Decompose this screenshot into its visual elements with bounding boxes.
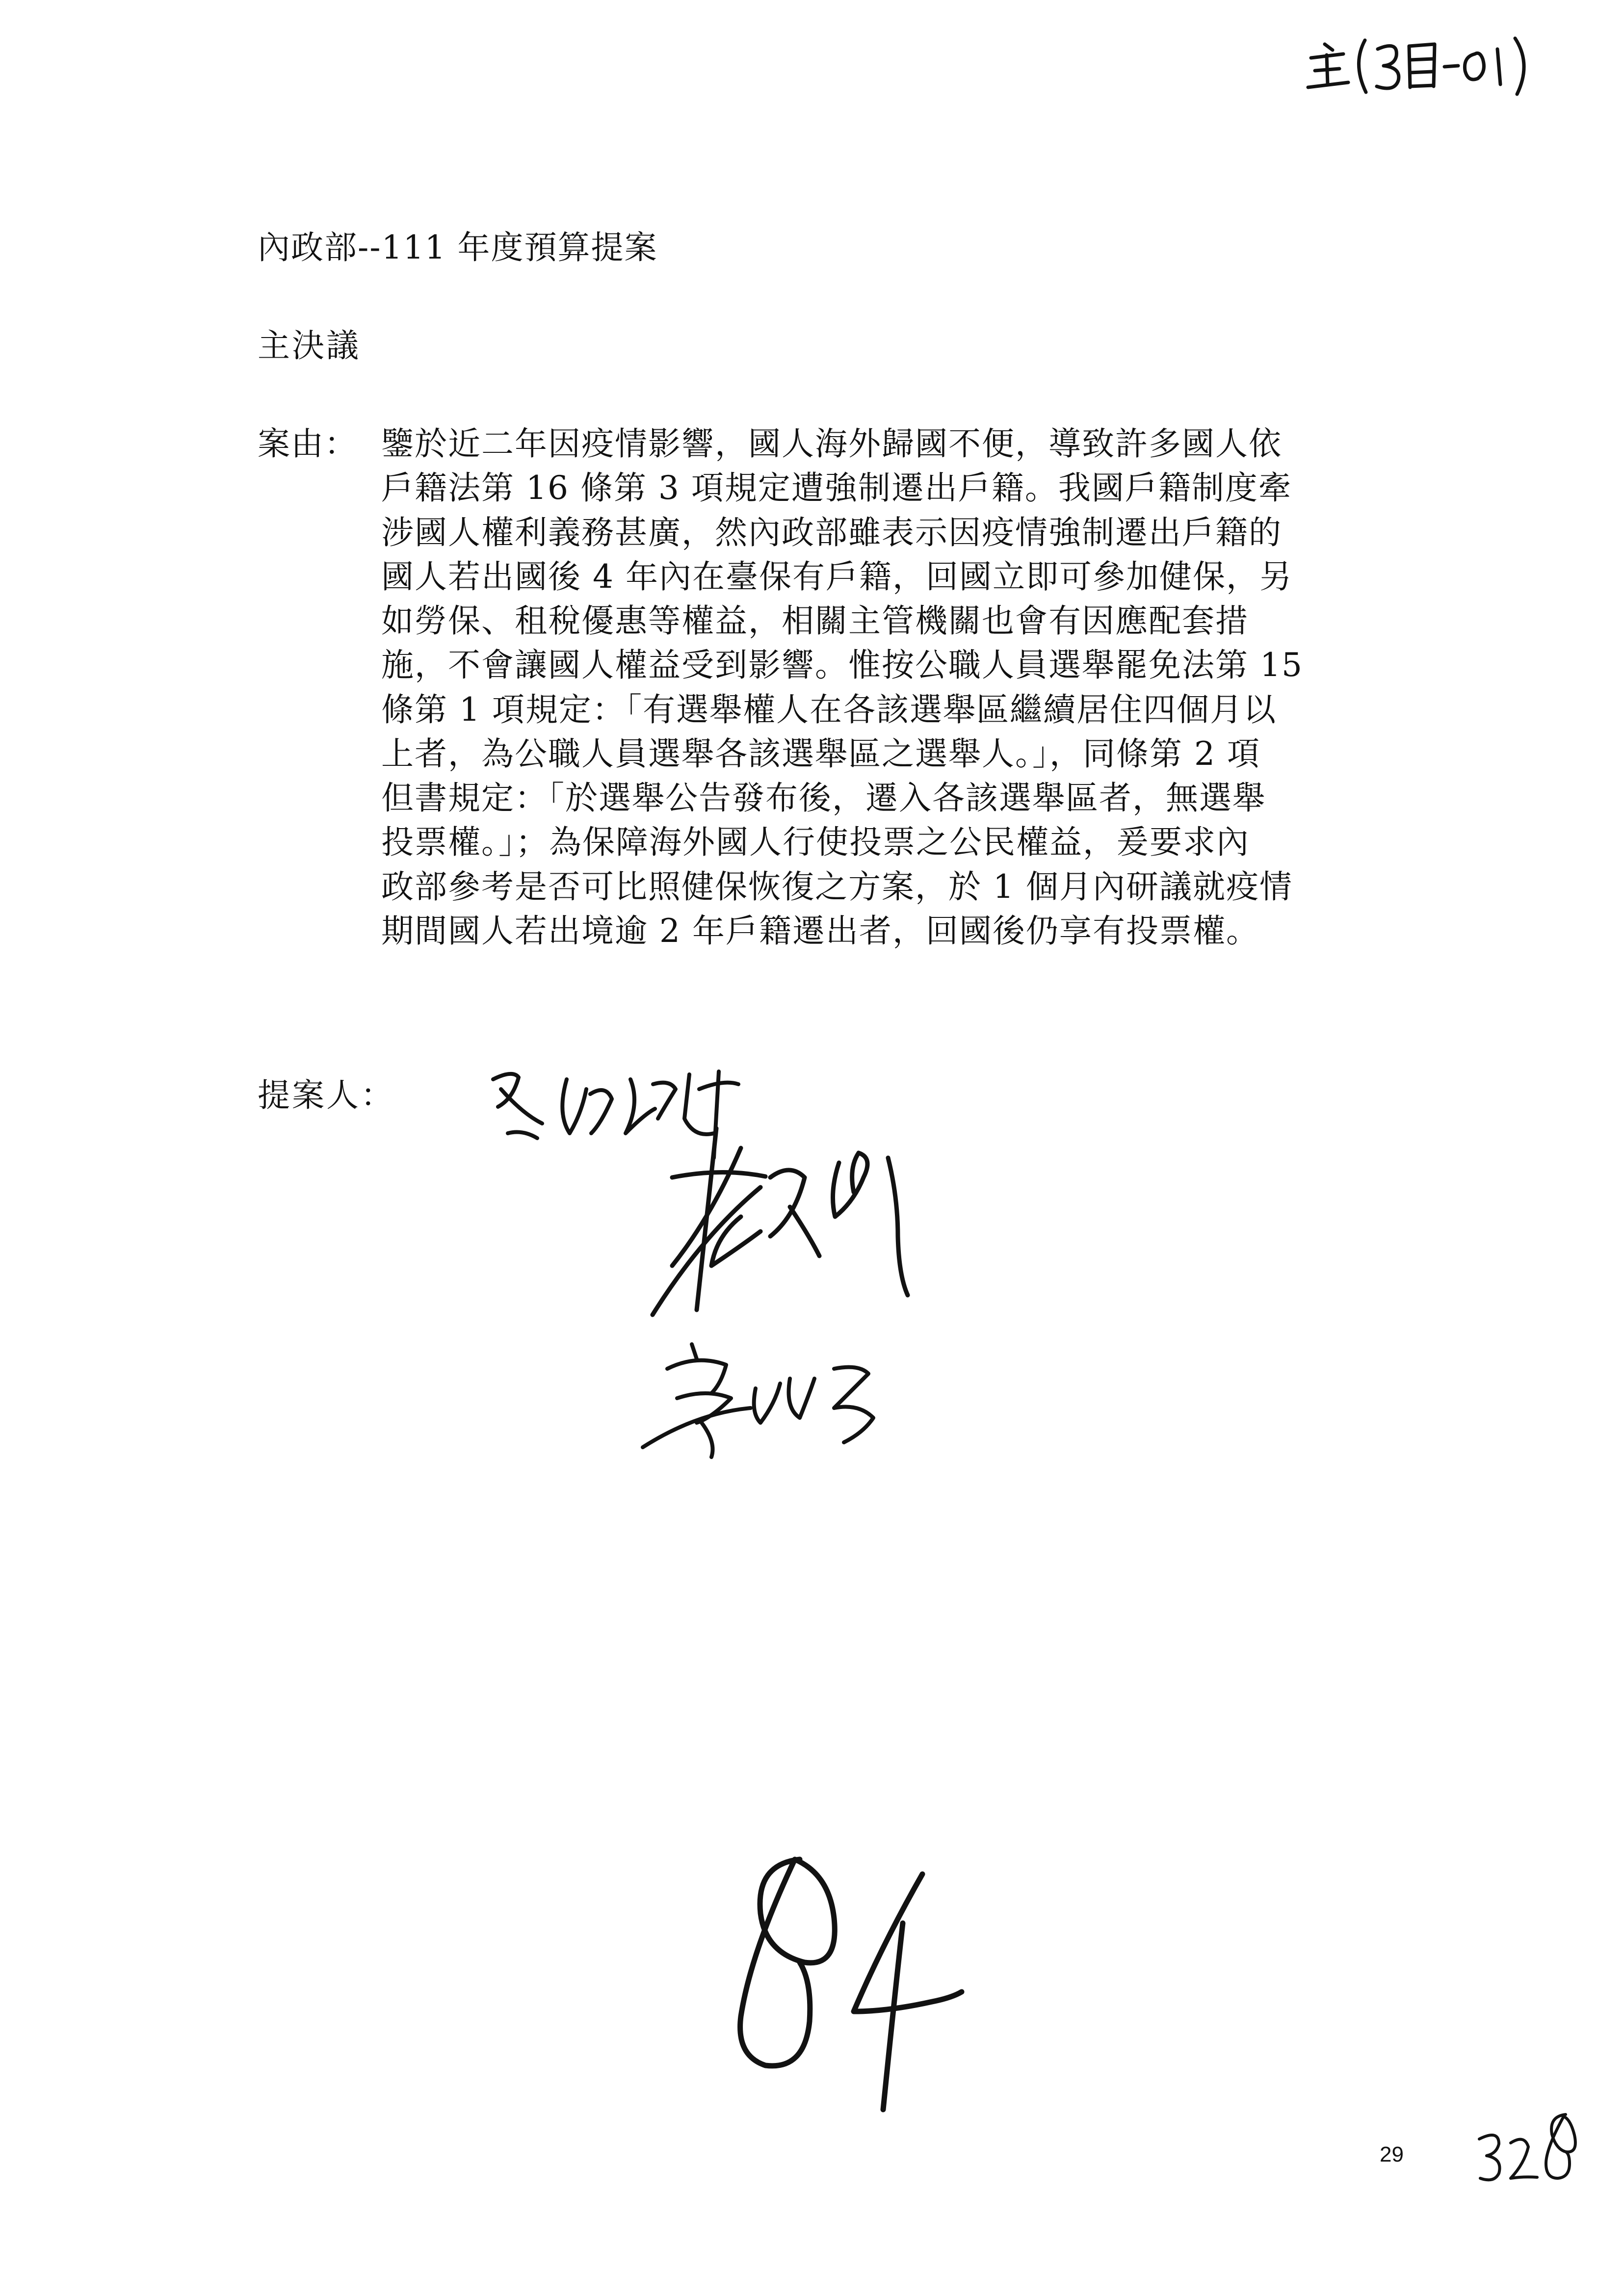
signature-2 — [643, 1119, 947, 1325]
case-line: 鑒於近二年因疫情影響，國人海外歸國不便，導致許多國人依 — [381, 425, 1282, 463]
resolution-type: 主決議 — [258, 327, 361, 365]
case-line: 但書規定：「於選舉公告發布後，遷入各該選舉區者，無選舉 — [381, 779, 1266, 817]
case-line: 投票權。」；為保障海外國人行使投票之公民權益，爰要求內 — [381, 823, 1250, 861]
case-line: 條第 1 項規定：「有選舉權人在各該選舉區繼續居住四個月以 — [381, 690, 1277, 729]
case-line: 政部參考是否可比照健保恢復之方案，於 1 個月內研議就疫情 — [381, 867, 1293, 906]
handwritten-page-number — [1469, 2105, 1587, 2193]
document-heading: 內政部--111 年度預算提案 — [258, 229, 658, 266]
handwritten-header-annotation — [1305, 29, 1545, 98]
proposer-label: 提案人： — [258, 1076, 395, 1114]
handwritten-number — [726, 1845, 971, 2119]
case-line: 國人若出國後 4 年內在臺保有戶籍，回國立即可參加健保，另 — [381, 557, 1293, 596]
case-line: 涉國人權利義務甚廣，然內政部雖表示因疫情強制遷出戶籍的 — [381, 513, 1282, 551]
case-body — [381, 422, 1436, 953]
case-line: 上者，為公職人員選舉各該選舉區之選舉人。」，同條第 2 項 — [381, 734, 1260, 773]
signature-3 — [638, 1334, 913, 1462]
page-number: 29 — [1380, 2142, 1404, 2166]
case-line: 施，不會讓國人權益受到影響。惟按公職人員選舉罷免法第 15 — [381, 646, 1303, 684]
case-line: 期間國人若出境逾 2 年戶籍遷出者，回國後仍享有投票權。 — [381, 912, 1259, 950]
case-line: 如勞保、租稅優惠等權益，相關主管機關也會有因應配套措 — [381, 602, 1249, 640]
case-label: 案由： — [258, 425, 358, 463]
case-line: 戶籍法第 16 條第 3 項規定遭強制遷出戶籍。我國戶籍制度牽 — [381, 469, 1292, 507]
